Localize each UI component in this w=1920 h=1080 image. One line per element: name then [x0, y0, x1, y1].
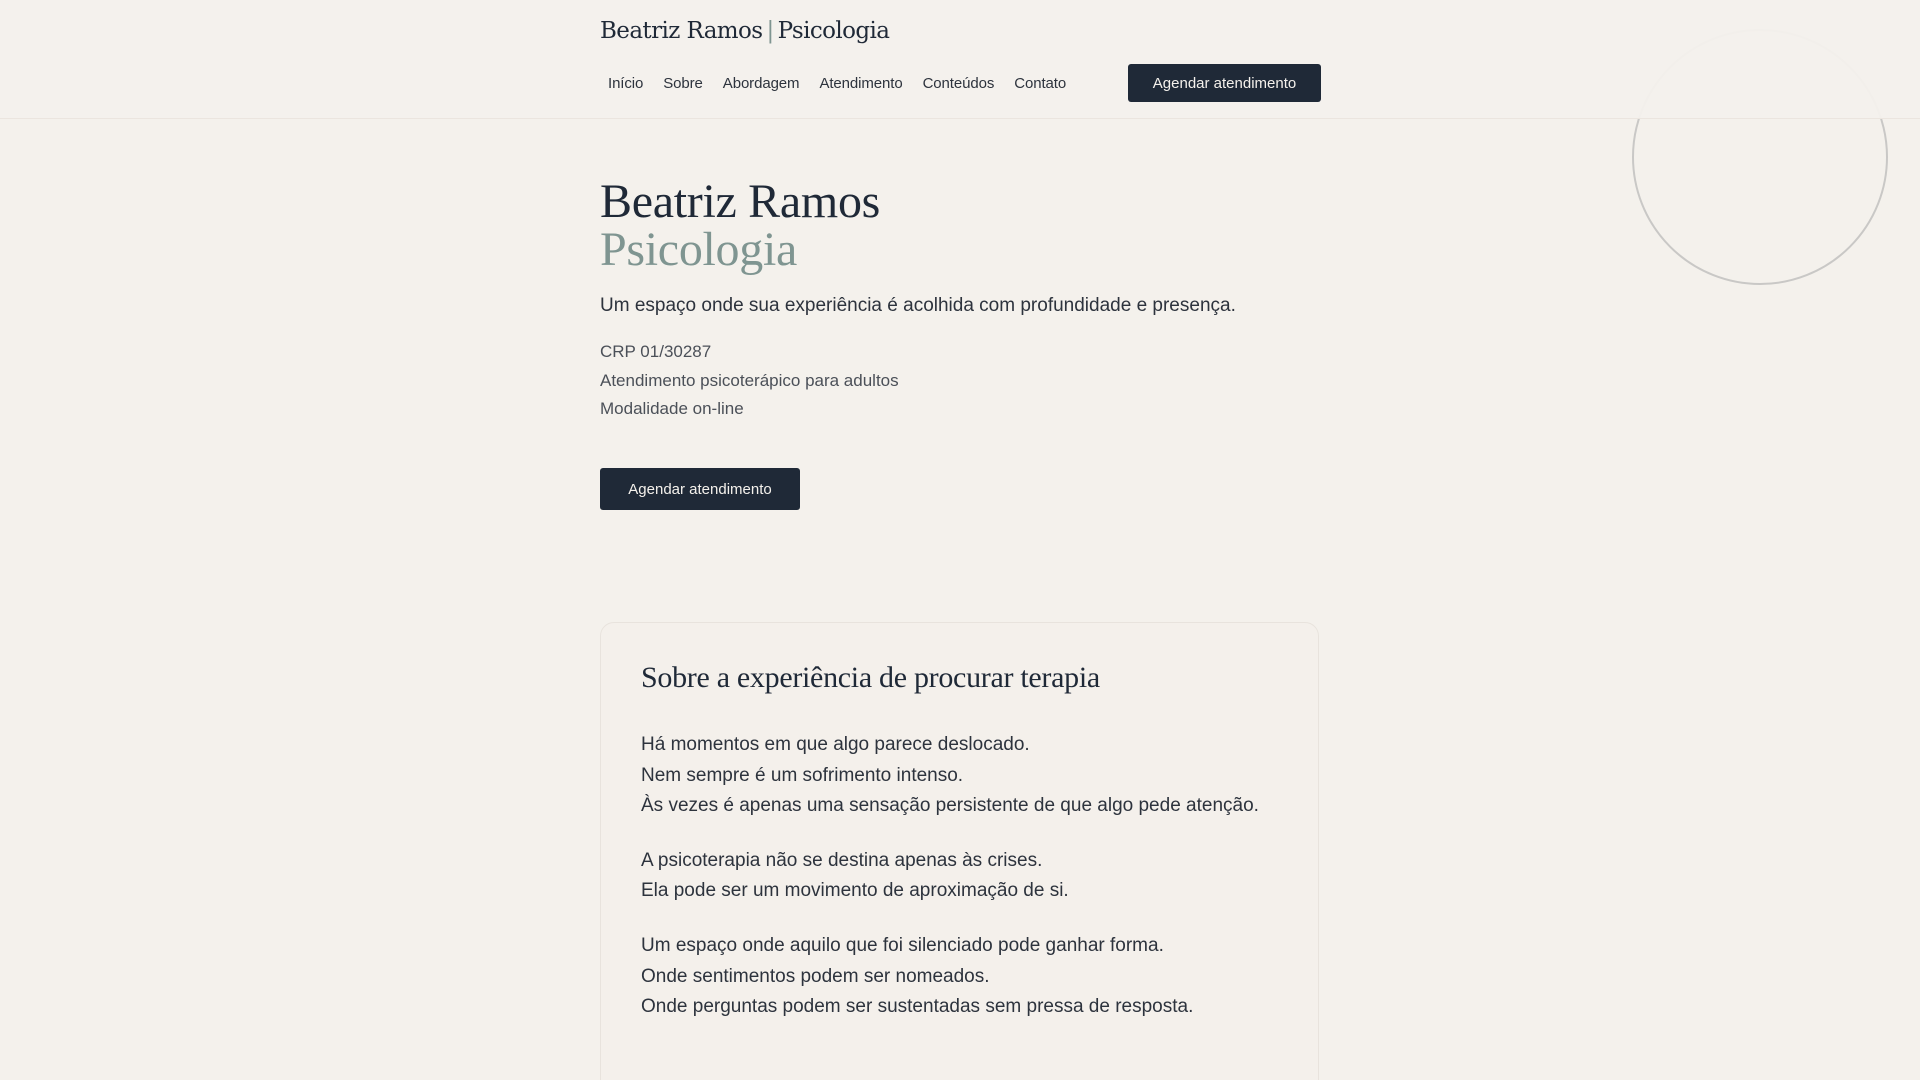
card-line: Um espaço onde aquilo que foi silenciado pode ganhar forma.: [641, 934, 1164, 956]
card-line: Às vezes é apenas uma sensação persistente de que algo pede atenção.: [641, 795, 1259, 817]
card-line: Há momentos em que algo parece deslocado.: [641, 734, 1030, 755]
card-line: Onde sentimentos podem ser nomeados.: [641, 965, 990, 987]
nav-link-sobre[interactable]: Sobre: [663, 74, 703, 92]
main-nav: [600, 64, 1078, 102]
card-title: Sobre a experiência de procurar terapia: [641, 661, 1100, 694]
card-line: Ela pode ser um movimento de aproximação de si.: [641, 880, 1069, 902]
site-header: [0, 0, 1920, 119]
logo-name: Beatriz Ramos: [600, 18, 763, 44]
nav-link-atendimento[interactable]: Atendimento: [819, 74, 903, 92]
logo-suffix: Psicologia: [777, 18, 890, 44]
card-paragraph: [641, 730, 1261, 822]
nav-link-inicio[interactable]: Início: [608, 74, 644, 92]
hero-schedule-button[interactable]: Agendar atendimento: [600, 468, 800, 510]
about-therapy-card: [600, 622, 1319, 1080]
card-paragraph: [641, 846, 1261, 907]
card-paragraph: [641, 931, 1261, 1023]
card-line: Nem sempre é um sofrimento intenso.: [641, 764, 964, 786]
header-schedule-button[interactable]: Agendar atendimento: [1128, 64, 1321, 102]
site-logo[interactable]: [600, 14, 889, 48]
nav-link-contato[interactable]: Contato: [1014, 74, 1067, 92]
hero-tagline: Um espaço onde sua experiência é acolhida com profundidade e presença.: [600, 295, 1236, 316]
hero-title: Beatriz Ramos: [600, 175, 881, 228]
hero-info: [600, 338, 1320, 424]
card-line: A psicoterapia não se destina apenas às crises.: [641, 849, 1043, 871]
hero-subtitle: Psicologia: [600, 223, 797, 276]
card-body: [641, 730, 1261, 1047]
hero-section: [600, 175, 1320, 498]
logo-separator: |: [766, 18, 774, 44]
crp-number: CRP 01/30287: [600, 342, 712, 361]
service-modality: Modalidade on-line: [600, 399, 744, 418]
nav-link-abordagem[interactable]: Abordagem: [722, 74, 800, 92]
service-type: Atendimento psicoterápico para adultos: [600, 370, 899, 390]
nav-link-conteudos[interactable]: Conteúdos: [922, 74, 995, 92]
card-line: Onde perguntas podem ser sustentadas sem pressa de resposta.: [641, 996, 1194, 1018]
